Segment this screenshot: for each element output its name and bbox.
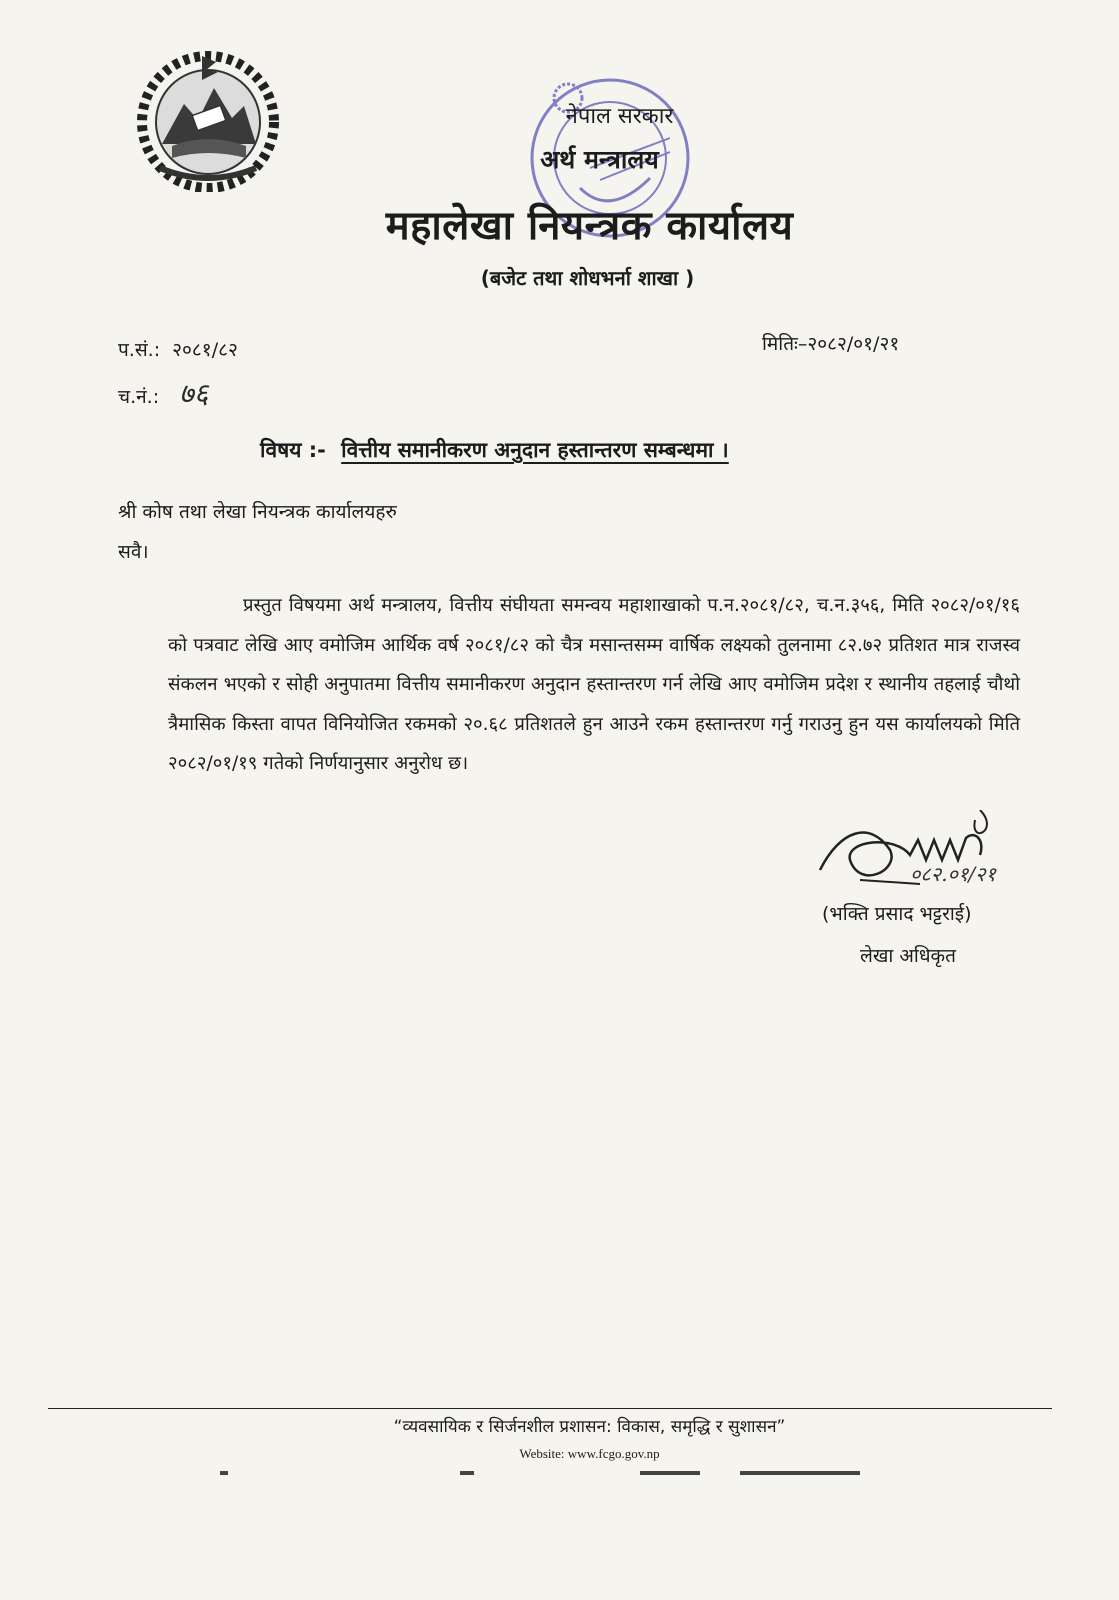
office-name: महालेखा नियन्त्रक कार्यालय (385, 203, 794, 249)
letter-body: प्रस्तुत विषयमा अर्थ मन्त्रालय, वित्तीय संघीयता समन्वय महाशाखाको प.न.२०८१/८२, च.न.३५६, मिति २०८२/०१/१६ को पत्रवाट लेखि आए वमोजिम आर्थिक वर्ष २०८१/८२ को चैत्र मसान्तसम्म वार्षिक लक्ष्यको तुलनामा ८२.७२ प्रतिशत मात्र राजस्व संकलन भएको र सोही अनुपातमा वित्तीय समानीकरण अनुदान हस्तान्तरण गर्न लेखि आए वमोजिम प्रदेश र स्थानीय तहलाई चौथो त्रैमासिक किस्ता वापत विनियोजित रकमको २०.६८ प्रतिशतले हुन आउने रकम हस्तान्तरण गर्नु गराउनु हुन यस कार्यालयको मिति २०८२/०१/१९ गतेको निर्णयानुसार अनुरोध छ। (168, 595, 1020, 774)
signature-date: ०८२.०१/२१ (910, 862, 996, 886)
subject-label: विषय :- (260, 438, 326, 462)
patra-sankhya (118, 336, 238, 362)
section-name: (बजेट तथा शोधभर्ना शाखा ) (480, 266, 695, 290)
cropped-footer-text (220, 1470, 920, 1476)
letter-date: मितिः–२०८२/०१/२१ (762, 333, 900, 355)
signer-name: (भक्ति प्रसाद भट्टराई) (822, 903, 972, 925)
ministry-name: अर्थ मन्त्रालय (540, 145, 659, 174)
chalani-value: ७६ (179, 377, 209, 410)
patra-label: प.सं.: (118, 339, 161, 361)
subject-text: वित्तीय समानीकरण अनुदान हस्तान्तरण सम्बन्धमा । (341, 438, 729, 462)
chalani-number (118, 374, 208, 412)
footer-website: Website: www.fcgo.gov.np (519, 1446, 660, 1461)
signer-designation: लेखा अधिकृत (860, 945, 956, 967)
footer-slogan: “व्यवसायिक र सिर्जनशील प्रशासन: विकास, समृद्धि र सुशासन” (393, 1417, 786, 1437)
chalani-label: च.नं.: (118, 386, 160, 408)
addressee-salutation: सवै। (118, 541, 149, 563)
government-name: नेपाल सरकार (565, 104, 674, 129)
patra-value: २०८१/८२ (172, 339, 238, 361)
addressee-line: श्री कोष तथा लेखा नियन्त्रक कार्यालयहरु (118, 501, 397, 523)
footer-divider (48, 1408, 1052, 1409)
subject-line (260, 436, 729, 464)
